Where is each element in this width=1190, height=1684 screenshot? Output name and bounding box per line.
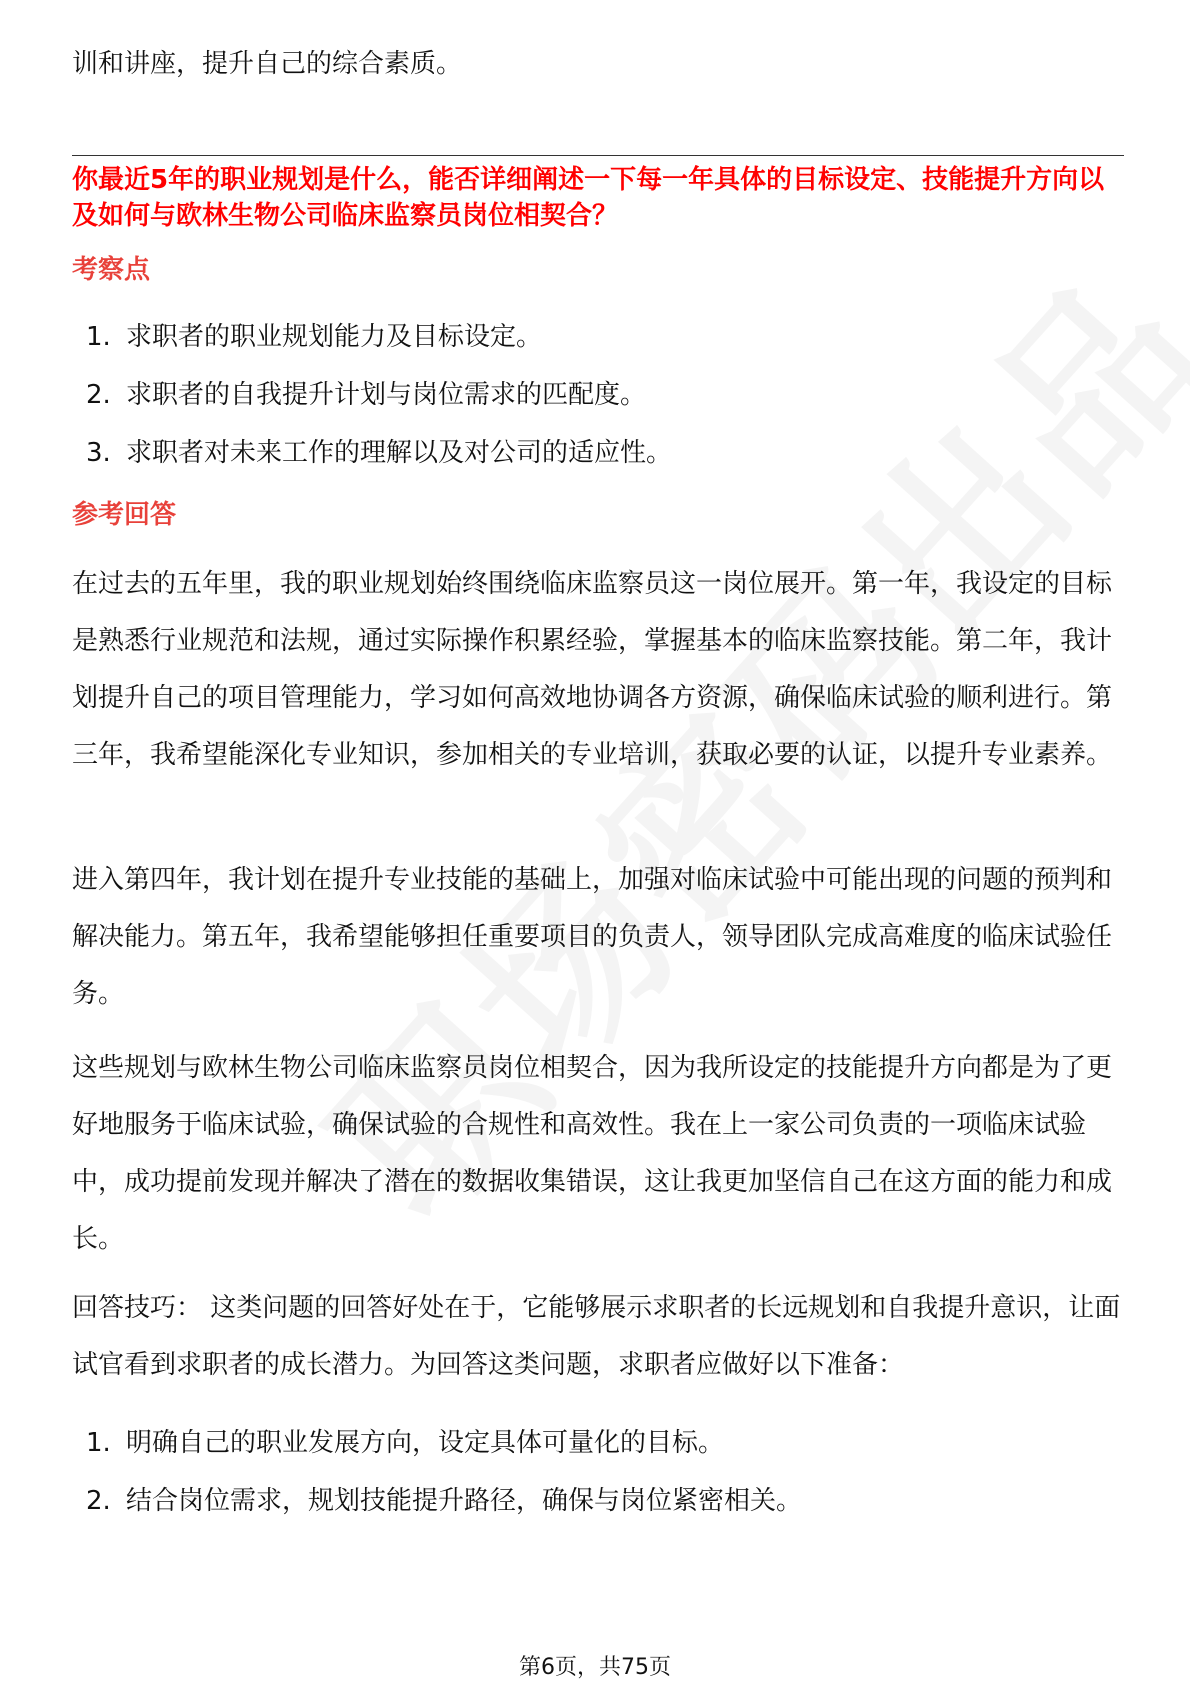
assessment-heading: 考察点 xyxy=(72,255,151,285)
answer-heading: 参考回答 xyxy=(72,500,177,530)
list-number: 2. xyxy=(86,1486,111,1516)
list-item xyxy=(72,424,1124,482)
question-block xyxy=(72,162,1124,234)
intro-fragment: 训和讲座，提升自己的综合素质。 xyxy=(72,49,463,79)
list-number: 1. xyxy=(86,1428,111,1458)
assessment-heading-block xyxy=(72,252,1124,288)
list-number: 3. xyxy=(86,438,111,468)
list-item xyxy=(72,1414,1124,1472)
list-item xyxy=(72,366,1124,424)
list-item-text: 结合岗位需求，规划技能提升路径，确保与岗位紧密相关。 xyxy=(126,1486,803,1516)
tips-block xyxy=(72,1280,1124,1394)
tips-paragraph: 回答技巧： 这类问题的回答好处在于，它能够展示求职者的长远规划和自我提升意识，让面试官看到求职者的成长潜力。为回答这类问题，求职者应做好以下准备： xyxy=(72,1293,1121,1380)
assessment-list xyxy=(72,308,1124,482)
answer-paragraph-1-block xyxy=(72,556,1124,784)
assessment-list-block xyxy=(72,308,1124,482)
answer-paragraph: 在过去的五年里，我的职业规划始终围绕临床监察员这一岗位展开。第一年，我设定的目标是熟悉行业规范和法规，通过实际操作积累经验，掌握基本的临床监察技能。第二年，我计划提升自己的项目管理能力，学习如何高效地协调各方资源，确保临床试验的顺利进行。第三年，我希望能深化专业知识，参加相关的专业培训，获取必要的认证，以提升专业素养。 xyxy=(72,569,1113,770)
list-item-text: 求职者对未来工作的理解以及对公司的适应性。 xyxy=(126,438,673,468)
list-item xyxy=(72,1472,1124,1530)
answer-heading-block xyxy=(72,497,1124,533)
tips-list-block xyxy=(72,1414,1124,1530)
page-footer: 第6页，共75页 xyxy=(519,1655,671,1680)
answer-paragraph: 这些规划与欧林生物公司临床监察员岗位相契合，因为我所设定的技能提升方向都是为了更好地服务于临床试验，确保试验的合规性和高效性。我在上一家公司负责的一项临床试验中，成功提前发现并解决了潜在的数据收集错误，这让我更加坚信自己在这方面的能力和成长。 xyxy=(72,1053,1113,1254)
list-item xyxy=(72,308,1124,366)
tips-list xyxy=(72,1414,1124,1530)
list-number: 2. xyxy=(86,380,111,410)
answer-paragraph: 进入第四年，我计划在提升专业技能的基础上，加强对临床试验中可能出现的问题的预判和解决能力。第五年，我希望能够担任重要项目的负责人，领导团队完成高难度的临床试验任务。 xyxy=(72,865,1113,1009)
question-title: 你最近5年的职业规划是什么，能否详细阐述一下每一年具体的目标设定、技能提升方向以及如何与欧林生物公司临床监察员岗位相契合？ xyxy=(72,165,1105,231)
list-item-text: 明确自己的职业发展方向，设定具体可量化的目标。 xyxy=(126,1428,725,1458)
answer-paragraph-3-block xyxy=(72,1040,1124,1268)
document-page xyxy=(72,0,1124,1684)
intro-fragment-block xyxy=(72,46,1124,82)
list-item-text: 求职者的职业规划能力及目标设定。 xyxy=(126,322,543,352)
section-divider xyxy=(72,155,1124,156)
list-item-text: 求职者的自我提升计划与岗位需求的匹配度。 xyxy=(126,380,647,410)
list-number: 1. xyxy=(86,322,111,352)
answer-paragraph-2-block xyxy=(72,852,1124,1023)
